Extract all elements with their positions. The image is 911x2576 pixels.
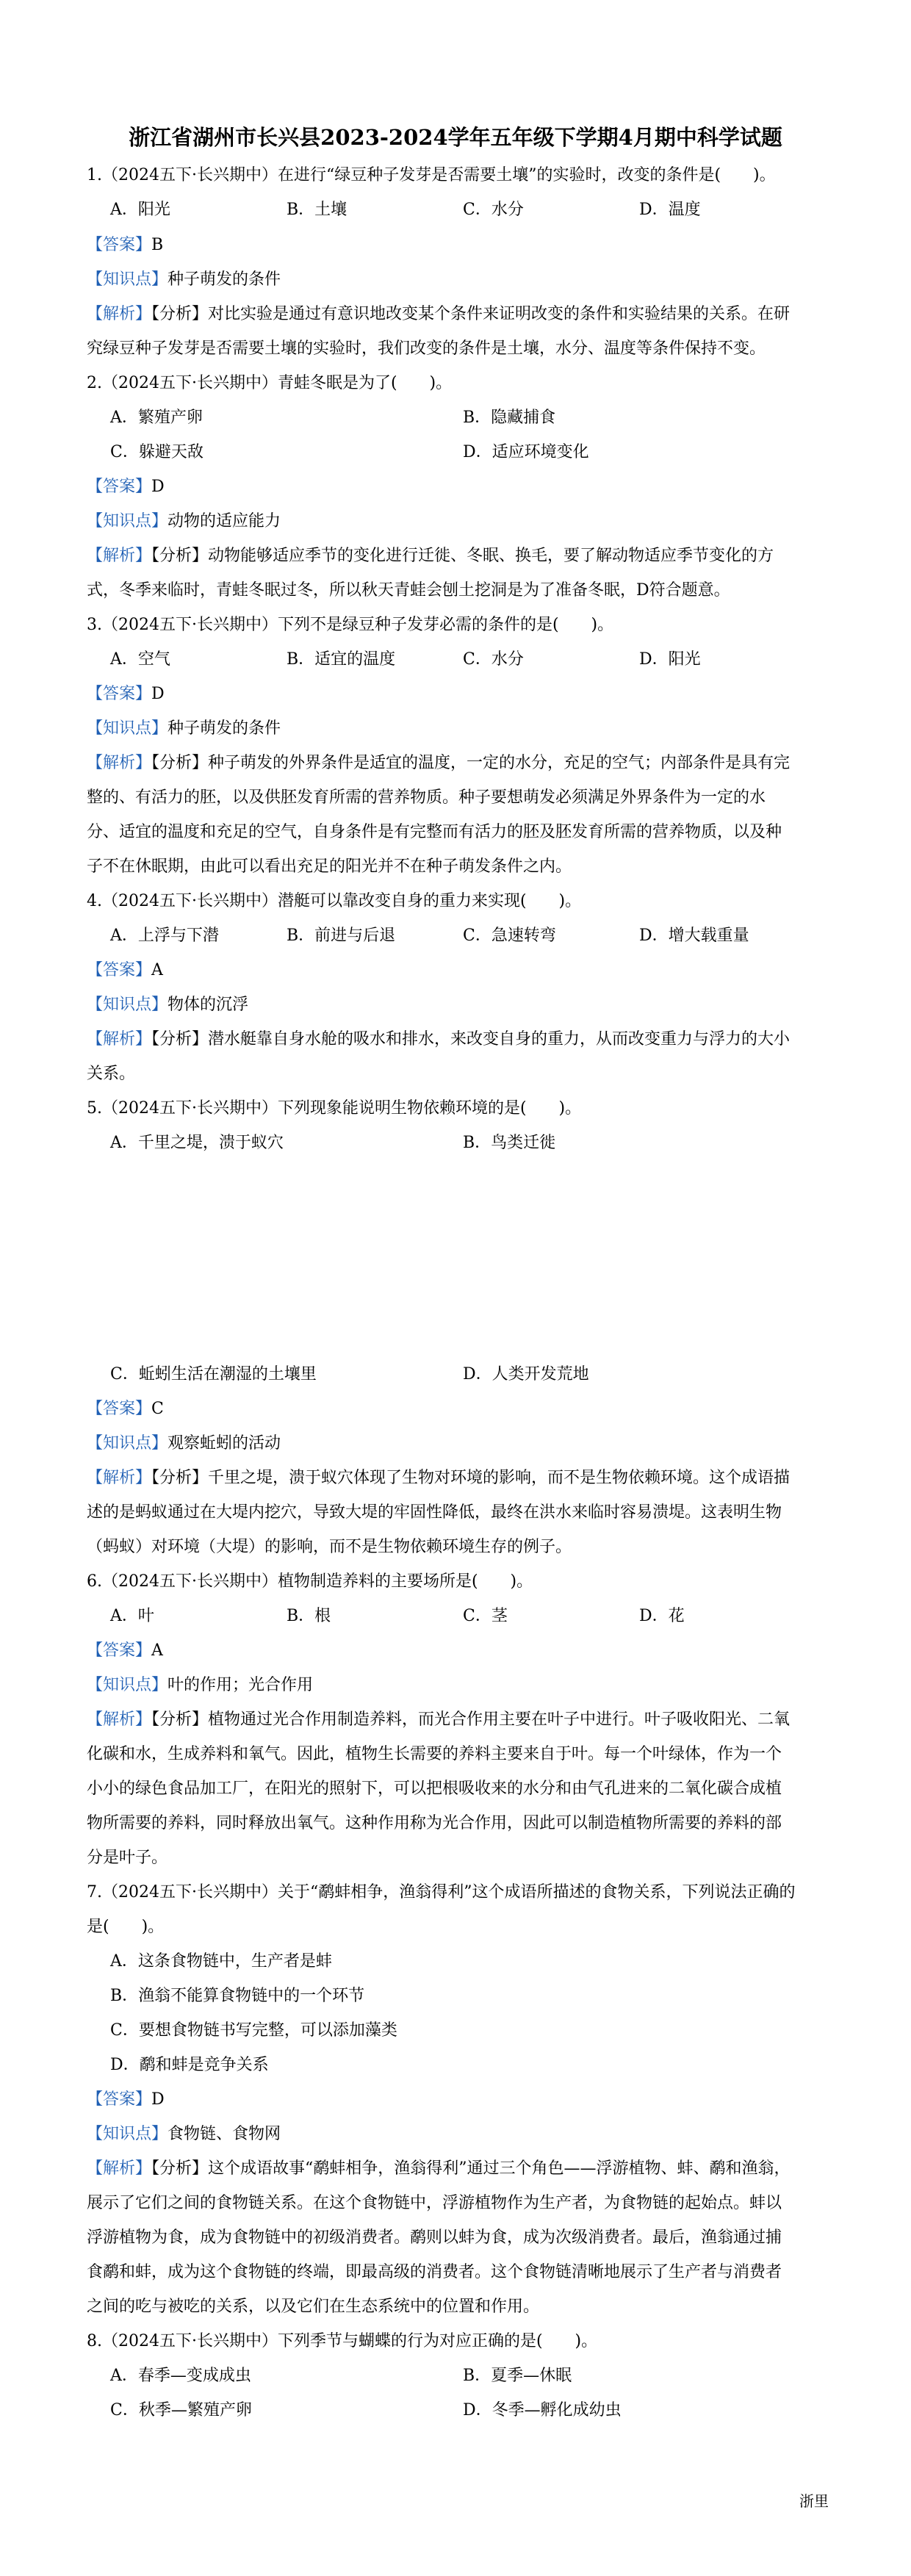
analysis-line — [87, 545, 829, 567]
analysis-text: 子不在休眠期，由此可以看出充足的阳光并不在种子萌发条件之内。 — [87, 857, 572, 876]
knowledge-value: 食物链、食物网 — [168, 2125, 281, 2143]
knowledge-tag: 【知识点】 — [87, 2125, 168, 2143]
analysis-tag: 【解析】 — [87, 547, 152, 565]
option: A．上浮与下潜 — [110, 927, 219, 945]
fenxi-tag: 【分析】 — [151, 1469, 209, 1487]
answer-value: D — [151, 685, 165, 703]
answer-value: A — [151, 961, 163, 979]
analysis-tag: 【解析】 — [87, 2159, 152, 2178]
answer-value: A — [151, 1641, 163, 1660]
analysis-tag: 【解析】 — [87, 754, 152, 772]
question-stem: 1.（2024五下·长兴期中）在进行“绿豆种子发芽是否需要土壤”的实验时，改变的条件是( )。 — [87, 166, 776, 184]
option: C．躲避天敌 — [110, 443, 204, 461]
option: B．适宜的温度 — [287, 650, 396, 669]
option: A．千里之堤，溃于蚁穴 — [110, 1134, 284, 1152]
analysis-tag: 【解析】 — [87, 1710, 152, 1729]
answer-tag: 【答案】 — [87, 1400, 152, 1418]
analysis-text: 这个成语故事“鹬蚌相争，渔翁得利”通过三个角色——浮游植物、蚌、鹬和渔翁， — [208, 2159, 791, 2178]
analysis-tag: 【解析】 — [87, 1469, 152, 1487]
analysis-text: 浮游植物为食，成为食物链中的初级消费者。鹬则以蚌为食，成为次级消费者。最后，渔翁通过捕 — [87, 2228, 782, 2247]
analysis-text: 究绿豆种子发芽是否需要土壤的实验时，我们改变的条件是土壤，水分、温度等条件保持不变。 — [87, 339, 766, 358]
option: A．空气 — [110, 650, 170, 669]
option: C．急速转弯 — [463, 927, 556, 945]
answer-value: C — [151, 1400, 164, 1418]
analysis-text: 小小的绿色食品加工厂，在阳光的照射下，可以把根吸收来的水分和由气孔进来的二氧化碳合成植 — [87, 1780, 782, 1798]
fenxi-tag: 【分析】 — [151, 305, 209, 323]
analysis-text: 食鹬和蚌，成为这个食物链的终端，即最高级的消费者。这个食物链清晰地展示了生产者与消费者 — [87, 2263, 782, 2281]
option: B．前进与后退 — [287, 927, 396, 945]
analysis-line — [87, 303, 829, 325]
option: C．秋季—繁殖产卵 — [110, 2401, 252, 2420]
answer-line — [87, 1398, 829, 1420]
analysis-text: 展示了它们之间的食物链关系。在这个食物链中，浮游植物作为生产者，为食物链的起始点。蚌以 — [87, 2194, 782, 2212]
analysis-line — [87, 2158, 829, 2180]
question-stem: 4.（2024五下·长兴期中）潜艇可以靠改变自身的重力来实现( )。 — [87, 892, 582, 910]
knowledge-line — [87, 718, 829, 740]
option: A．繁殖产卵 — [110, 409, 203, 427]
option: D．鹬和蚌是竞争关系 — [110, 2056, 269, 2074]
option: D．增大载重量 — [639, 927, 749, 945]
analysis-line — [87, 1029, 829, 1051]
answer-tag: 【答案】 — [87, 961, 152, 979]
analysis-text: 整的、有活力的胚，以及供胚发育所需的营养物质。种子要想萌发必须满足外界条件为一定的水 — [87, 788, 766, 807]
knowledge-value: 物体的沉浮 — [168, 996, 249, 1014]
knowledge-value: 种子萌发的条件 — [168, 719, 281, 738]
question-stem: 3.（2024五下·长兴期中）下列不是绿豆种子发芽必需的条件的是( )。 — [87, 616, 614, 634]
answer-line — [87, 683, 829, 705]
analysis-line — [87, 752, 829, 774]
knowledge-tag: 【知识点】 — [87, 996, 168, 1014]
answer-tag: 【答案】 — [87, 478, 152, 496]
option: A．阳光 — [110, 201, 170, 219]
question-stem: 7.（2024五下·长兴期中）关于“鹬蚌相争，渔翁得利”这个成语所描述的食物关系，下列说法正确的 — [87, 1883, 796, 1902]
option: B．土壤 — [287, 201, 348, 219]
knowledge-tag: 【知识点】 — [87, 512, 168, 530]
analysis-text: 动物能够适应季节的变化进行迁徙、冬眠、换毛，要了解动物适应季节变化的方 — [208, 547, 774, 565]
answer-line — [87, 234, 829, 256]
knowledge-line — [87, 2123, 829, 2145]
fenxi-tag: 【分析】 — [151, 1710, 209, 1729]
analysis-text: 千里之堤，溃于蚁穴体现了生物对环境的影响，而不是生物依赖环境。这个成语描 — [208, 1469, 791, 1487]
question-stem: 6.（2024五下·长兴期中）植物制造养料的主要场所是( )。 — [87, 1572, 533, 1591]
knowledge-tag: 【知识点】 — [87, 270, 168, 289]
question-stem-cont: 是( )。 — [87, 1918, 165, 1936]
analysis-text: 潜水艇靠自身水舱的吸水和排水，来改变自身的重力，从而改变重力与浮力的大小 — [208, 1030, 791, 1048]
analysis-text: （蚂蚁）对环境（大堤）的影响，而不是生物依赖环境生存的例子。 — [87, 1538, 572, 1556]
analysis-text: 植物通过光合作用制造养料，而光合作用主要在叶子中进行。叶子吸收阳光、二氧 — [208, 1710, 791, 1729]
analysis-text: 述的是蚂蚁通过在大堤内挖穴，导致大堤的牢固性降低，最终在洪水来临时容易溃堤。这表明生物 — [87, 1503, 782, 1522]
knowledge-tag: 【知识点】 — [87, 1434, 168, 1453]
option: C．要想食物链书写完整，可以添加藻类 — [110, 2021, 397, 2040]
option: A．这条食物链中，生产者是蚌 — [110, 1952, 332, 1971]
analysis-text: 物所需要的养料，同时释放出氧气。这种作用称为光合作用，因此可以制造植物所需要的养料的部 — [87, 1814, 782, 1832]
option: C．水分 — [463, 650, 524, 669]
analysis-text: 关系。 — [87, 1065, 136, 1083]
knowledge-line — [87, 1433, 829, 1455]
analysis-tag: 【解析】 — [87, 305, 152, 323]
knowledge-tag: 【知识点】 — [87, 1676, 168, 1694]
knowledge-value: 种子萌发的条件 — [168, 270, 281, 289]
fenxi-tag: 【分析】 — [151, 547, 209, 565]
footer-text: 浙里 — [799, 2492, 829, 2510]
analysis-text: 分、适宜的温度和充足的空气，自身条件是有完整而有活力的胚及胚发育所需的营养物质，以及种 — [87, 823, 782, 841]
knowledge-line — [87, 994, 829, 1016]
option: D．温度 — [639, 201, 701, 219]
answer-tag: 【答案】 — [87, 2090, 152, 2109]
fenxi-tag: 【分析】 — [151, 754, 209, 772]
question-stem: 2.（2024五下·长兴期中）青蛙冬眠是为了( )。 — [87, 374, 453, 392]
page-title: 浙江省湖州市长兴县2023-2024学年五年级下学期4月期中科学试题 — [129, 125, 782, 150]
knowledge-tag: 【知识点】 — [87, 719, 168, 738]
knowledge-line — [87, 269, 829, 291]
option: D．阳光 — [639, 650, 701, 669]
answer-line — [87, 2089, 829, 2111]
fenxi-tag: 【分析】 — [151, 1030, 209, 1048]
option: B．根 — [287, 1607, 331, 1625]
answer-line — [87, 476, 829, 498]
option: C．蚯蚓生活在潮湿的土壤里 — [110, 1365, 317, 1384]
analysis-text: 种子萌发的外界条件是适宜的温度，一定的水分，充足的空气；内部条件是具有完 — [208, 754, 791, 772]
option: D．适应环境变化 — [463, 443, 589, 461]
option: A．春季—变成成虫 — [110, 2367, 251, 2385]
knowledge-value: 动物的适应能力 — [168, 512, 281, 530]
answer-value: D — [151, 2090, 165, 2109]
option: D．冬季—孵化成幼虫 — [463, 2401, 622, 2420]
analysis-tag: 【解析】 — [87, 1030, 152, 1048]
fenxi-tag: 【分析】 — [151, 2159, 209, 2178]
analysis-text: 式，冬季来临时，青蛙冬眠过冬，所以秋天青蛙会刨土挖洞是为了准备冬眠，D符合题意。 — [87, 581, 730, 600]
answer-value: D — [151, 478, 165, 496]
answer-line — [87, 1640, 829, 1662]
answer-tag: 【答案】 — [87, 1641, 152, 1660]
knowledge-line — [87, 511, 829, 533]
knowledge-value: 叶的作用；光合作用 — [168, 1676, 314, 1694]
analysis-text: 对比实验是通过有意识地改变某个条件来证明改变的条件和实验结果的关系。在研 — [208, 305, 791, 323]
question-stem: 8.（2024五下·长兴期中）下列季节与蝴蝶的行为对应正确的是( )。 — [87, 2332, 598, 2350]
option: A．叶 — [110, 1607, 154, 1625]
analysis-text: 化碳和水，生成养料和氧气。因此，植物生长需要的养料主要来自于叶。每一个叶绿体，作为一个 — [87, 1745, 782, 1763]
option: B．隐藏捕食 — [463, 409, 556, 427]
knowledge-value: 观察蚯蚓的活动 — [168, 1434, 281, 1453]
answer-value: B — [151, 236, 164, 254]
analysis-line — [87, 1467, 829, 1489]
answer-line — [87, 960, 829, 982]
analysis-text: 分是叶子。 — [87, 1849, 168, 1867]
answer-tag: 【答案】 — [87, 685, 152, 703]
question-stem: 5.（2024五下·长兴期中）下列现象能说明生物依赖环境的是( )。 — [87, 1099, 582, 1118]
option: D．花 — [639, 1607, 685, 1625]
knowledge-line — [87, 1674, 829, 1697]
analysis-text: 之间的吃与被吃的关系，以及它们在生态系统中的位置和作用。 — [87, 2298, 540, 2316]
option: D．人类开发荒地 — [463, 1365, 589, 1384]
option: B．鸟类迁徙 — [463, 1134, 556, 1152]
answer-tag: 【答案】 — [87, 236, 152, 254]
option: B．渔翁不能算食物链中的一个环节 — [110, 1987, 365, 2005]
analysis-line — [87, 1709, 829, 1731]
option: B．夏季—休眠 — [463, 2367, 572, 2385]
option: C．茎 — [463, 1607, 508, 1625]
option: C．水分 — [463, 201, 524, 219]
